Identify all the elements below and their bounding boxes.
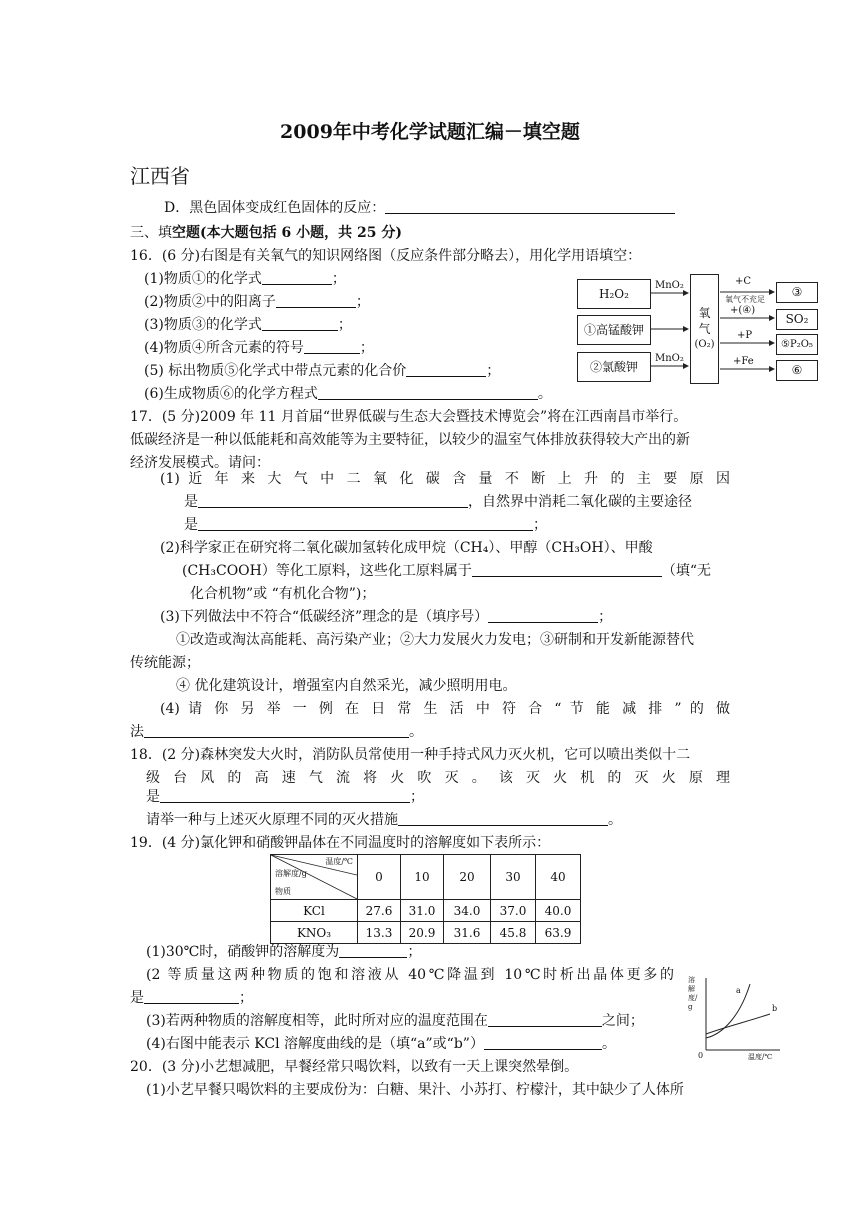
product-3-box: ③ xyxy=(776,282,818,303)
punct: 。 xyxy=(601,1036,616,1052)
punct: ； xyxy=(410,789,424,805)
punct: ； xyxy=(533,517,547,533)
answer-blank[interactable] xyxy=(262,316,338,331)
question-17-1-line-2 xyxy=(184,491,692,511)
question-17-4-line-2 xyxy=(130,721,423,741)
oxygen-network-diagram xyxy=(575,270,820,390)
punct: ； xyxy=(331,271,346,287)
answer-blank[interactable] xyxy=(484,1035,602,1050)
question-16-4 xyxy=(144,337,374,357)
section-three-prefix: 三、填 xyxy=(130,225,172,241)
question-16-2 xyxy=(144,291,370,311)
h2o2-box: H₂O₂ xyxy=(577,279,651,309)
question-16-1 xyxy=(144,268,346,288)
table-cell: 27.6 xyxy=(358,900,401,922)
reactant-4-label: +(④) xyxy=(730,305,756,316)
question-17-3-option-4: ④ 优化建筑设计，增强室内自然采光，减少照明用电。 xyxy=(176,678,517,694)
punct: ； xyxy=(598,609,613,625)
punct: ； xyxy=(359,340,374,356)
question-16-6 xyxy=(144,383,552,403)
punct: 。 xyxy=(608,812,622,828)
punct: ； xyxy=(355,294,370,310)
oxygen-char-2: 气 xyxy=(698,322,711,336)
product-6-box: ⑥ xyxy=(776,360,818,381)
answer-blank[interactable] xyxy=(385,199,675,214)
table-cell: KNO₃ xyxy=(271,922,358,944)
question-17-line-3: 经济发展模式。请问： xyxy=(130,455,270,471)
table-corner-cell xyxy=(271,855,358,900)
iron-label: +Fe xyxy=(733,356,754,367)
answer-blank[interactable] xyxy=(406,362,486,377)
question-19-3 xyxy=(146,1010,644,1030)
question-16-5 xyxy=(144,360,500,380)
curve-a-line xyxy=(706,984,750,1038)
question-17-2-line-3: 化合机物”或 “有机化合物”)； xyxy=(190,586,376,602)
table-cell: 31.0 xyxy=(401,900,444,922)
q19-4-text: (4)右图中能表示 KCl 溶解度曲线的是（填“a”或“b”） xyxy=(146,1036,484,1052)
section-three-heading xyxy=(130,222,402,242)
question-18-line-1: 18．(2 分)森林突发大火时，消防队员常使用一种手持式风力灭火机，它可以喷出类似十二 xyxy=(130,747,691,763)
punct: 。 xyxy=(537,386,552,402)
q17-2-suffix: （填“无 xyxy=(661,563,712,579)
table-header-cell: 0 xyxy=(358,855,401,900)
q18-4-text: 请举一种与上述灭火原理不同的灭火措施 xyxy=(146,812,398,828)
curve-a-label: a xyxy=(736,986,741,995)
question-d xyxy=(164,197,675,217)
question-16-3 xyxy=(144,314,352,334)
answer-blank[interactable] xyxy=(198,516,533,531)
oxygen-insufficient-note: 氧气不充足 xyxy=(725,295,765,304)
graph-xlabel: 温度/℃ xyxy=(748,1053,773,1061)
q17-3-text: (3)下列做法中不符合“低碳经济”理念的是（填序号） xyxy=(160,609,489,625)
answer-blank[interactable] xyxy=(160,788,410,803)
carbon-label: +C xyxy=(735,276,752,287)
question-17-2-line-2 xyxy=(182,560,711,580)
graph-origin: 0 xyxy=(698,1051,704,1060)
section-three-label: 空题(本大题包括 6 小题，共 25 分) xyxy=(172,225,402,241)
mno2-label-bottom: MnO₂ xyxy=(655,353,684,364)
oxygen-formula: (O₂) xyxy=(694,339,715,350)
question-17-3-options: ①改造或淘汰高能耗、高污染产业；②大力发展火力发电；③研制和开发新能源替代 xyxy=(176,632,694,648)
potassium-chlorate-box: ②氯酸钾 xyxy=(577,352,651,382)
curve-b-label: b xyxy=(772,1004,778,1013)
table-cell: 34.0 xyxy=(444,900,491,922)
solubility-curve-graph xyxy=(688,972,788,1067)
oxygen-char-1: 氧 xyxy=(698,306,711,320)
province-heading: 江西省 xyxy=(130,164,190,188)
question-18-line-4 xyxy=(146,809,622,829)
question-16: 16．(6 分)右图是有关氧气的知识网络图（反应条件部分略去），用化学用语填空： xyxy=(130,248,642,264)
question-19-1 xyxy=(146,941,421,961)
table-header-cell: 30 xyxy=(491,855,536,900)
question-19-4 xyxy=(146,1033,616,1053)
q17-1-suffix: ，自然界中消耗二氧化碳的主要途径 xyxy=(468,494,692,510)
table-cell: KCl xyxy=(271,900,358,922)
header-substance: 物质 xyxy=(275,887,291,896)
question-17-4-line-1: (4) 请 你 另 举 一 例 在 日 常 生 活 中 符 合 “ 节 能 减 排 ” 的 做 xyxy=(160,701,730,717)
q16-3-text: (3)物质③的化学式 xyxy=(144,317,262,333)
question-20: 20．(3 分)小艺想减肥，早餐经常只喝饮料，以致有一天上课突然晕倒。 xyxy=(130,1059,579,1075)
q19-3-suffix: 之间； xyxy=(601,1013,644,1029)
answer-blank[interactable] xyxy=(318,385,538,400)
so2-box: SO₂ xyxy=(776,309,818,330)
header-temperature: 温度/℃ xyxy=(325,857,353,866)
question-17-3 xyxy=(160,606,612,626)
answer-blank[interactable] xyxy=(339,943,407,958)
table-cell: 31.6 xyxy=(444,922,491,944)
answer-blank[interactable] xyxy=(144,989,239,1004)
q16-4-text: (4)物质④所含元素的符号 xyxy=(144,340,304,356)
q17-4-prefix: 法 xyxy=(130,724,144,740)
q19-1-text: (1)30℃时，硝酸钾的溶解度为 xyxy=(146,944,340,960)
q16-6-text: (6)生成物质⑥的化学方程式 xyxy=(144,386,318,402)
page-title: 2009年中考化学试题汇编－填空题 xyxy=(280,121,580,143)
answer-blank[interactable] xyxy=(144,723,409,738)
question-17-line-2: 低碳经济是一种以低能耗和高效能等为主要特征，以较少的温室气体排放获得较大产出的新 xyxy=(130,432,690,448)
answer-blank[interactable] xyxy=(198,493,468,508)
question-d-text: D．黑色固体变成红色固体的反应： xyxy=(164,200,386,216)
q16-1-text: (1)物质①的化学式 xyxy=(144,271,262,287)
q18-prefix: 是 xyxy=(146,789,160,805)
potassium-permanganate-box: ①高锰酸钾 xyxy=(577,315,651,345)
table-header-cell: 20 xyxy=(444,855,491,900)
question-17-1-line-1: (1) 近 年 来 大 气 中 二 氧 化 碳 含 量 不 断 上 升 的 主 要 原 因 xyxy=(160,471,730,487)
punct: 。 xyxy=(409,724,423,740)
q16-2-text: (2)物质②中的阳离子 xyxy=(144,294,276,310)
punct: ； xyxy=(407,944,422,960)
table-cell: 63.9 xyxy=(536,922,581,944)
answer-blank[interactable] xyxy=(488,608,598,623)
question-19-2-line-2 xyxy=(130,987,253,1007)
table-row xyxy=(271,900,581,922)
q19-2-prefix: 是 xyxy=(130,990,144,1006)
table-cell: 13.3 xyxy=(358,922,401,944)
question-20-1: (1)小艺早餐只喝饮料的主要成份为：白糖、果汁、小苏打、柠檬汁，其中缺少了人体所 xyxy=(146,1082,684,1098)
q17-1c-prefix: 是 xyxy=(184,517,198,533)
table-header-row xyxy=(271,855,581,900)
question-18-line-2: 级 台 风 的 高 速 气 流 将 火 吹 灭 。 该 灭 火 机 的 灭 火 原 理 xyxy=(146,770,730,786)
punct: ； xyxy=(486,363,501,379)
q17-2-prefix: (CH₃COOH）等化工原料，这些化工原料属于 xyxy=(182,563,472,579)
answer-blank[interactable] xyxy=(304,339,360,354)
question-19: 19．(4 分)氯化钾和硝酸钾晶体在不同温度时的溶解度如下表所示： xyxy=(130,835,551,851)
q16-5-text: (5) 标出物质⑤化学式中带点元素的化合价 xyxy=(144,363,407,379)
answer-blank[interactable] xyxy=(276,293,356,308)
q19-3-text: (3)若两种物质的溶解度相等，此时所对应的温度范围在 xyxy=(146,1013,488,1029)
phosphorus-label: +P xyxy=(737,330,753,341)
question-17-line-1: 17．(5 分)2009 年 11 月首届“世界低碳与生态大会暨技术博览会”将在江西南昌市举行。 xyxy=(130,409,688,425)
punct: ； xyxy=(239,990,253,1006)
table-cell: 40.0 xyxy=(536,900,581,922)
punct: ； xyxy=(337,317,352,333)
oxygen-box xyxy=(690,274,719,384)
q17-1-prefix: 是 xyxy=(184,494,198,510)
answer-blank[interactable] xyxy=(488,1012,602,1027)
question-19-2-line-1: (2 等质量这两种物质的饱和溶液从 40℃降温到 10℃时析出晶体更多的 xyxy=(146,967,674,983)
question-18-line-3 xyxy=(146,786,424,806)
question-17-3-options-cont: 传统能源； xyxy=(130,655,200,671)
table-header-cell: 10 xyxy=(401,855,444,900)
table-cell: 45.8 xyxy=(491,922,536,944)
answer-blank[interactable] xyxy=(398,811,608,826)
table-cell: 20.9 xyxy=(401,922,444,944)
answer-blank[interactable] xyxy=(472,562,662,577)
curve-b-line xyxy=(706,1014,770,1034)
table-cell: 37.0 xyxy=(491,900,536,922)
question-17-1-line-3 xyxy=(184,514,547,534)
answer-blank[interactable] xyxy=(262,270,332,285)
question-17-2-line-1: (2)科学家正在研究将二氧化碳加氢转化成甲烷（CH₄）、甲醇（CH₃OH）、甲酸 xyxy=(160,540,653,556)
header-solubility: 溶解度/g xyxy=(275,869,307,878)
p2o5-box: ⑤P₂O₅ xyxy=(776,334,818,355)
solubility-table xyxy=(270,854,581,944)
mno2-label-top: MnO₂ xyxy=(655,280,684,291)
table-header-cell: 40 xyxy=(536,855,581,900)
graph-ylabel: 溶解度/g xyxy=(688,976,698,1011)
